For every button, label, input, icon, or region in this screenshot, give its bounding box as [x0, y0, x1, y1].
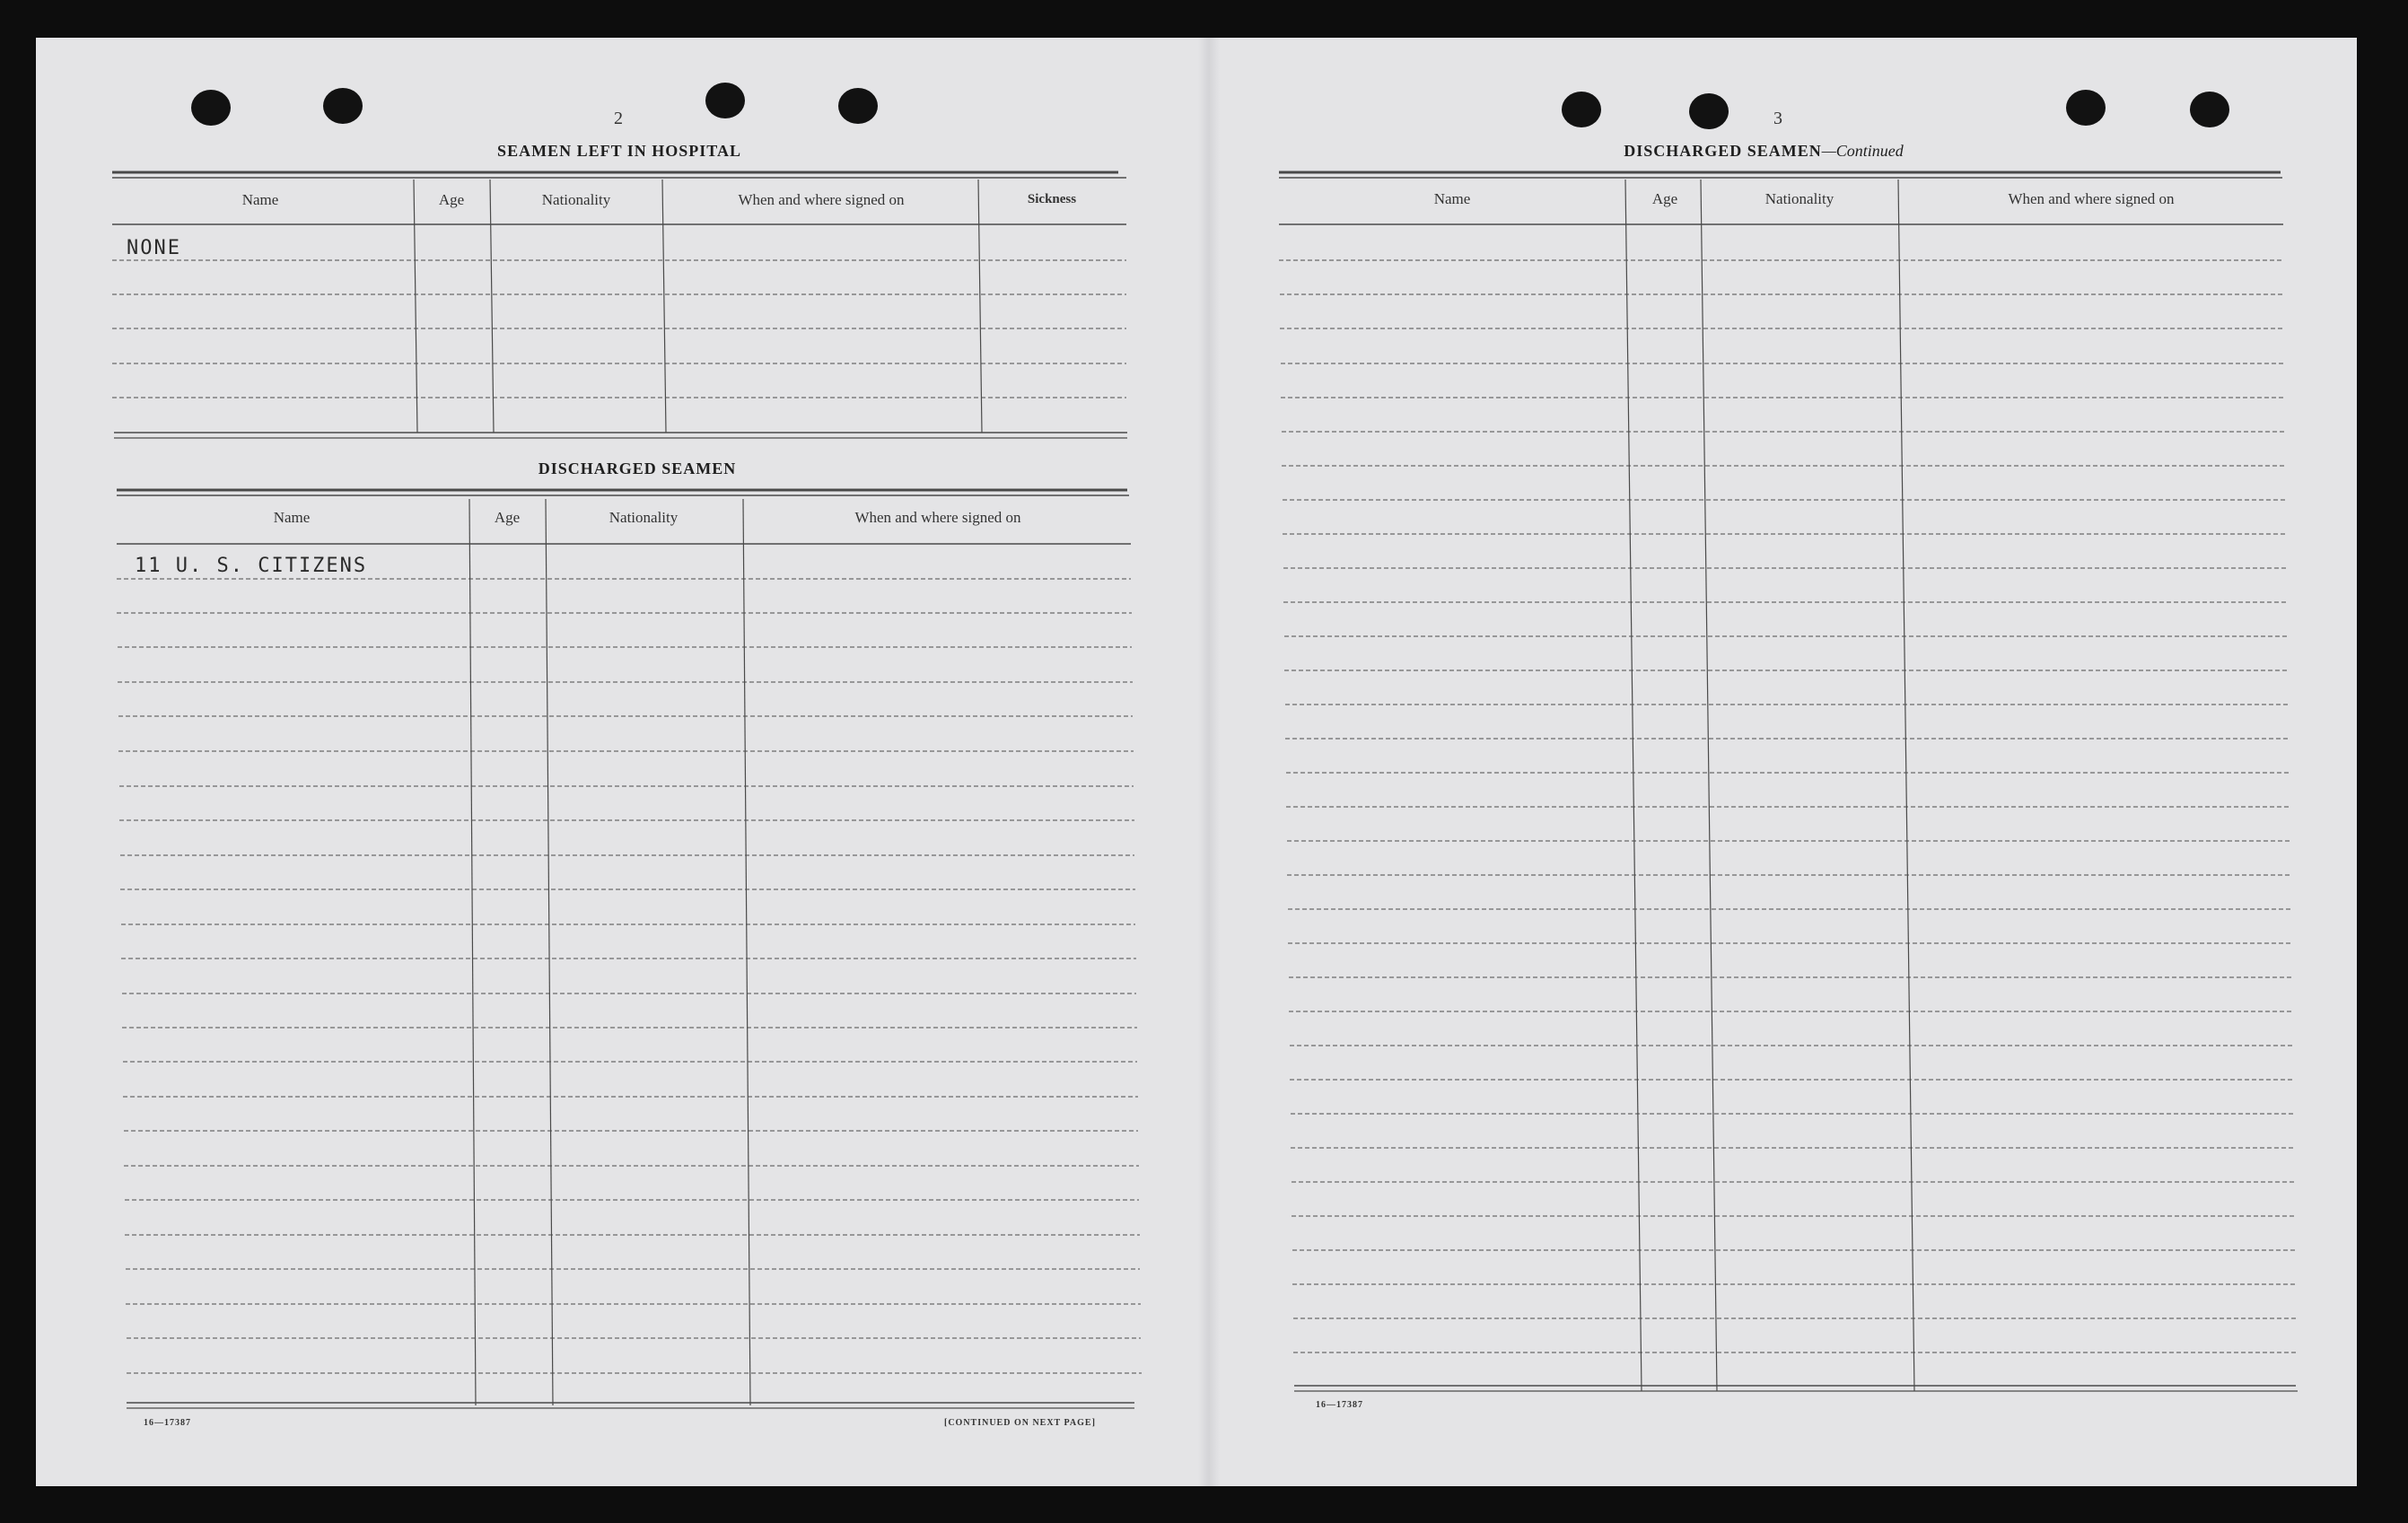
hospital-col-signed-on: When and where signed on — [738, 191, 905, 208]
discharged-col-name: Name — [273, 509, 311, 526]
discharged-section-title: DISCHARGED SEAMEN — [538, 460, 737, 477]
discharged-continued-title — [1624, 142, 1904, 161]
hospital-entry: NONE — [127, 237, 181, 259]
discharged-entry: 11 U. S. CITIZENS — [135, 555, 368, 577]
continued-note: [CONTINUED ON NEXT PAGE] — [944, 1418, 1096, 1428]
right-col-nationality: Nationality — [1764, 190, 1834, 207]
form-number-left: 16—17387 — [144, 1418, 191, 1428]
right-col-age: Age — [1651, 190, 1678, 207]
page-number-left: 2 — [614, 109, 623, 128]
hospital-section-title: SEAMEN LEFT IN HOSPITAL — [497, 142, 741, 160]
hospital-col-age: Age — [438, 191, 465, 208]
discharged-col-age: Age — [494, 509, 521, 526]
hospital-col-sickness: Sickness — [1027, 192, 1077, 206]
continued-suffix: —Continued — [1821, 142, 1904, 160]
form-number-right: 16—17387 — [1316, 1400, 1363, 1410]
discharged-col-nationality: Nationality — [609, 509, 679, 526]
right-col-name: Name — [1433, 190, 1471, 207]
discharged-col-signed-on: When and where signed on — [854, 509, 1021, 526]
page-number-right: 3 — [1773, 109, 1782, 128]
hospital-col-nationality: Nationality — [541, 191, 611, 208]
right-col-signed-on: When and where signed on — [2008, 190, 2175, 207]
hospital-col-name: Name — [241, 191, 279, 208]
discharged-continued-title-main: DISCHARGED SEAMEN — [1624, 142, 1822, 160]
